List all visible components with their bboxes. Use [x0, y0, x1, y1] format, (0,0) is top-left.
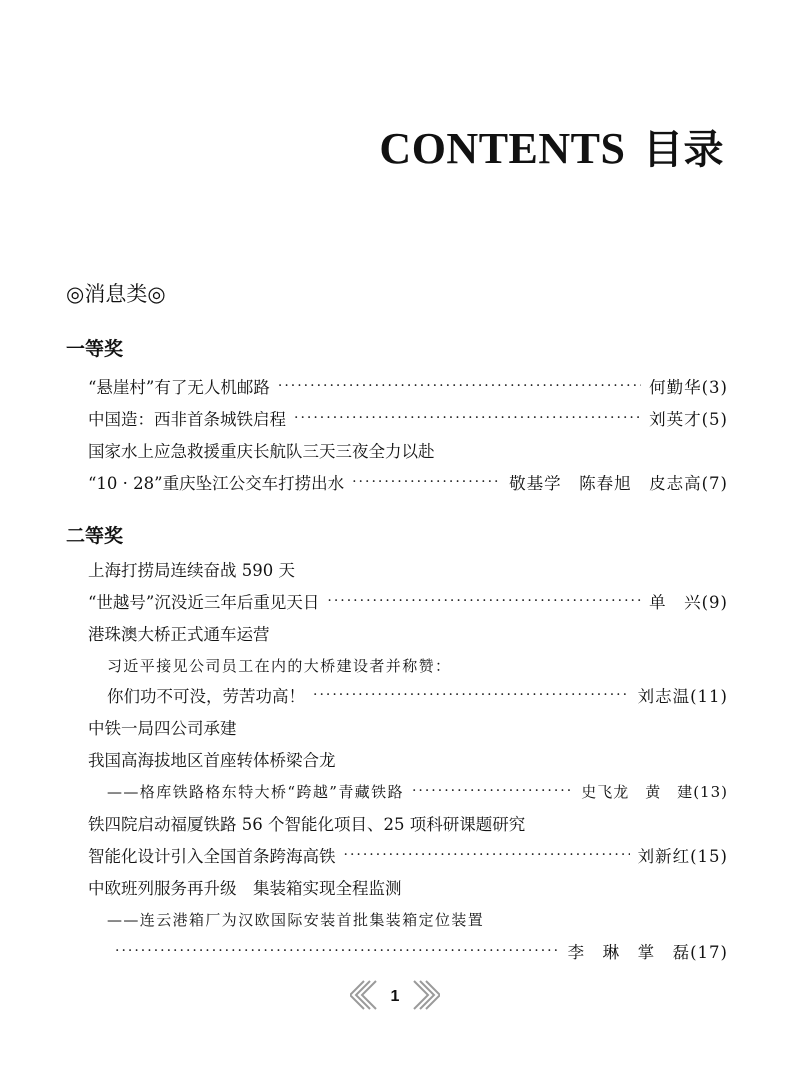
entry-title: 港珠澳大桥正式通车运营	[88, 625, 270, 644]
toc-entry[interactable]	[88, 840, 728, 870]
page-footer	[0, 977, 790, 1013]
entry-author: 李 琳 掌 磊(17)	[567, 943, 728, 962]
section-heading: ◎消息类◎	[66, 282, 166, 306]
toc-entry[interactable]	[88, 586, 728, 616]
entry-author: 单 兴(9)	[649, 593, 728, 612]
toc-entry[interactable]	[107, 936, 728, 966]
title-zh: 目录	[643, 127, 724, 173]
entry-title: 中国造：西非首条城铁启程	[88, 410, 286, 429]
toc-entry[interactable]	[88, 872, 402, 902]
entry-title: “悬崖村”有了无人机邮路	[88, 378, 270, 397]
entry-title: 中铁一局四公司承建	[88, 719, 237, 738]
entry-title: 国家水上应急救援重庆长航队三天三夜全力以赴	[88, 442, 435, 461]
entry-author: 敬基学 陈春旭 皮志高(7)	[509, 474, 728, 493]
toc-entry[interactable]	[107, 904, 484, 934]
entry-author: 刘英才(5)	[649, 410, 728, 429]
leader-dots	[352, 474, 501, 490]
toc-entry[interactable]	[88, 371, 728, 401]
entry-author: 刘志温(11)	[637, 687, 728, 706]
entry-subtitle: ——连云港箱厂为汉欧国际安装首批集装箱定位装置	[107, 910, 485, 929]
leader-dots	[115, 943, 560, 959]
title-en: CONTENTS	[379, 124, 626, 173]
page-title	[379, 118, 724, 175]
entry-author: 刘新红(15)	[637, 847, 728, 866]
entry-subtitle: ——格库铁路格东特大桥“跨越”青藏铁路	[107, 782, 404, 801]
entry-title: “世越号”沉没近三年后重见天日	[88, 593, 320, 612]
entry-subtitle: 习近平接见公司员工在内的大桥建设者并称赞：	[107, 656, 452, 675]
toc-entry[interactable]	[88, 467, 728, 497]
page-number-ornament	[350, 978, 440, 1012]
leader-dots	[327, 593, 641, 609]
entry-title: “10 · 28”重庆坠江公交车打捞出水	[88, 474, 345, 493]
leader-dots	[294, 410, 641, 426]
entry-title: 铁四院启动福厦铁路 56 个智能化项目、25 项科研课题研究	[88, 815, 526, 834]
entry-author: 史飞龙 黄 建(13)	[581, 782, 728, 801]
second-prize-heading: 二等奖	[66, 525, 124, 547]
toc-entry[interactable]	[88, 808, 525, 838]
entry-title: 中欧班列服务再升级 集装箱实现全程监测	[88, 879, 402, 898]
entry-subtitle: 你们功不可没，劳苦功高！	[107, 687, 305, 706]
toc-entry[interactable]	[88, 744, 336, 774]
toc-entry[interactable]	[88, 403, 728, 433]
entry-title: 我国高海拔地区首座转体桥梁合龙	[88, 751, 336, 770]
toc-entry[interactable]	[107, 776, 728, 806]
toc-entry[interactable]	[88, 554, 295, 584]
first-prize-heading: 一等奖	[66, 338, 124, 360]
toc-entry[interactable]	[107, 680, 728, 710]
toc-entry[interactable]	[107, 650, 451, 680]
toc-entry[interactable]	[88, 435, 435, 465]
leader-dots	[278, 378, 641, 394]
leader-dots	[412, 783, 573, 799]
toc-entry[interactable]	[88, 712, 237, 742]
entry-author: 何勤华(3)	[649, 378, 728, 397]
entry-title: 智能化设计引入全国首条跨海高铁	[88, 847, 336, 866]
leader-dots	[344, 847, 630, 863]
entry-title: 上海打捞局连续奋战 590 天	[88, 561, 295, 580]
toc-entry[interactable]	[88, 618, 270, 648]
page-number: 1	[390, 988, 400, 1005]
leader-dots	[313, 687, 630, 703]
